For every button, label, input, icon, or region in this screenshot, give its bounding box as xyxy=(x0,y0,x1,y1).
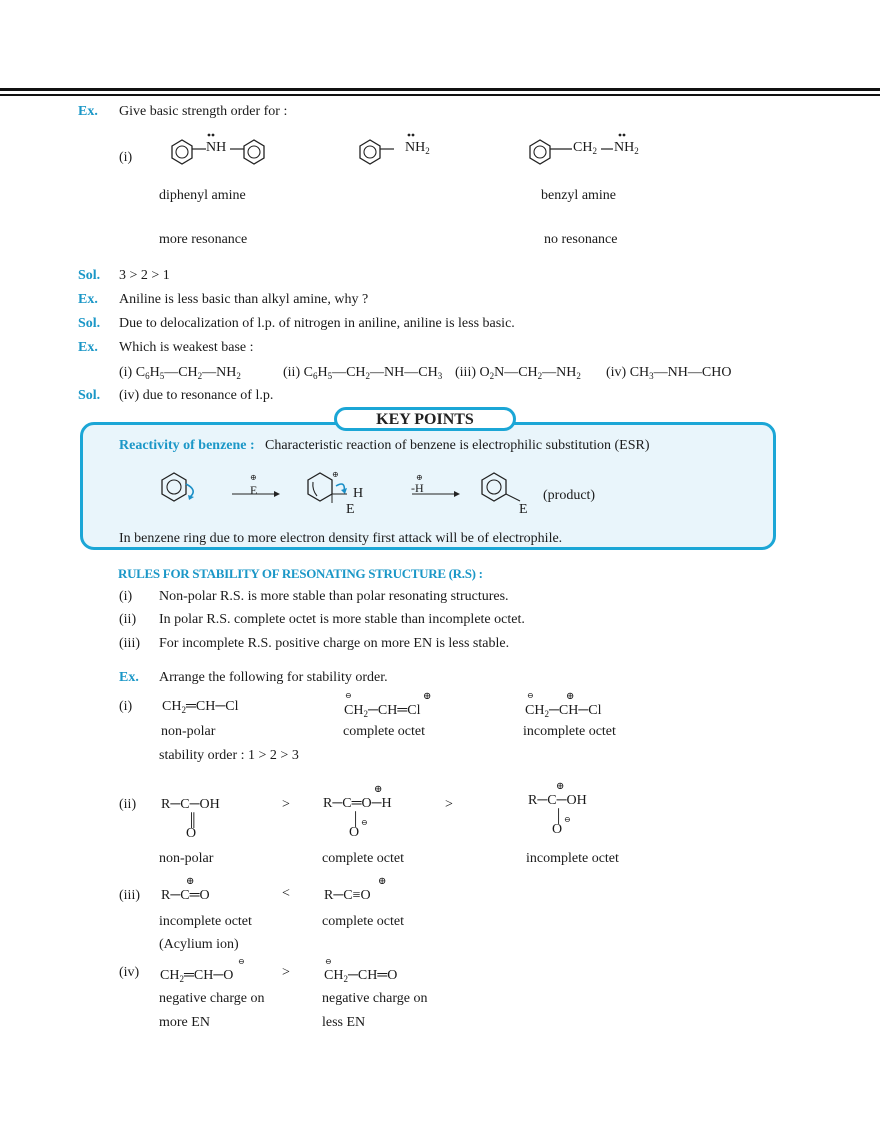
structure-ii-1: R─C─OH xyxy=(161,797,220,812)
less-than: < xyxy=(282,886,290,901)
structure-label: incomplete octet xyxy=(159,914,252,929)
structure-iv-2: $CH_2─CH═O$ xyxy=(324,968,398,984)
header-rule-thick xyxy=(0,88,880,91)
key-points-footer: In benzene ring due to more electron density first attack will be of electrophile. xyxy=(119,531,563,546)
compound-label: diphenyl amine xyxy=(159,188,246,203)
stability-order: stability order : 1 > 2 > 3 xyxy=(159,748,299,763)
base-option-1: (i) $C_6H_5—CH_2—NH_2$ xyxy=(119,365,241,381)
solution-text: 3 > 2 > 1 xyxy=(119,268,170,283)
structure-label: negative charge on xyxy=(159,991,265,1006)
cation-symbol: ⊕ xyxy=(378,876,387,887)
key-points-title: KEY POINTS xyxy=(334,407,516,431)
structure-label: incomplete octet xyxy=(523,724,616,739)
greater-than: > xyxy=(445,797,453,812)
question-text: Aniline is less basic than alkyl amine, why ? xyxy=(119,292,369,307)
structure-label: negative charge on xyxy=(322,991,428,1006)
header-rule-thin xyxy=(0,94,880,96)
question-text: Arrange the following for stability order. xyxy=(159,670,388,685)
ex-tag: Ex. xyxy=(78,292,98,307)
intermediate-h: H xyxy=(353,486,364,501)
rule-text: Non-polar R.S. is more stable than polar resonating structures. xyxy=(159,589,509,604)
ex-tag: Ex. xyxy=(78,340,98,355)
structure-ii-2: R─C═O─H xyxy=(323,796,392,811)
structure-iii-2: R─C≡O xyxy=(324,888,371,903)
structure-i-1: $CH_2═CH─Cl$ xyxy=(162,699,239,715)
svg-text:⊕: ⊕ xyxy=(416,473,423,482)
base-option-3: (iii) $O_2N—CH_2—NH_2$ xyxy=(455,365,581,381)
part-number: (iii) xyxy=(119,888,140,903)
structure-ii-1-o: O xyxy=(186,826,197,841)
base-option-2: (ii) $C_6H_5—CH_2—NH—CH_3$ xyxy=(283,365,443,381)
question-text: Give basic strength order for : xyxy=(119,104,288,119)
base-option-4: (iv) $CH_3—NH—CHO$ xyxy=(606,365,732,381)
structure-i-2: $CH_2─CH═Cl$ xyxy=(344,703,421,719)
cation-symbol: ⊕ xyxy=(556,781,565,792)
cation-symbol: ⊕ xyxy=(374,784,383,795)
greater-than: > xyxy=(282,797,290,812)
reactivity-label: Reactivity of benzene : xyxy=(119,438,255,453)
structure-ii-2-o: O xyxy=(349,825,360,840)
structure-ii-3: R─C─OH xyxy=(528,793,587,808)
benzyl-ch: CH xyxy=(573,140,593,155)
structure-label: non-polar xyxy=(159,851,214,866)
product-e: E xyxy=(519,502,528,517)
structure-label: incomplete octet xyxy=(526,851,619,866)
anion-symbol: ⊖ xyxy=(564,815,571,824)
anion-symbol: ⊖ xyxy=(527,691,534,700)
benzyl-nh: NH xyxy=(614,140,635,155)
structure-label: complete octet xyxy=(322,851,405,866)
anion-symbol: ⊖ xyxy=(345,691,352,700)
rule-number: (i) xyxy=(119,589,133,604)
greater-than: > xyxy=(282,965,290,980)
svg-text:⊕: ⊕ xyxy=(250,473,257,482)
question-text: Which is weakest base : xyxy=(119,340,254,355)
single-bond-vertical: │ xyxy=(351,811,361,826)
cation-symbol: ⊕ xyxy=(423,691,432,702)
ex-tag: Ex. xyxy=(78,104,98,119)
arrow2-label: -H xyxy=(411,481,424,495)
structure-label: more EN xyxy=(159,1015,210,1030)
part-number: (iv) xyxy=(119,965,140,980)
structure-label: complete octet xyxy=(322,914,405,929)
benzyl-sub1: 2 xyxy=(592,146,597,156)
part-number: (ii) xyxy=(119,797,137,812)
structure-label: complete octet xyxy=(343,724,426,739)
rules-heading: RULES FOR STABILITY OF RESONATING STRUCTURE (R.S) : xyxy=(118,566,483,581)
anion-symbol: ⊖ xyxy=(325,957,332,966)
reactivity-text: Characteristic reaction of benzene is electrophilic substitution (ESR) xyxy=(265,438,650,453)
structure-iii-1: R─C═O xyxy=(161,888,210,903)
cation-symbol: ⊕ xyxy=(566,691,575,702)
esr-reaction-scheme xyxy=(150,470,610,520)
cation-symbol: ⊕ xyxy=(186,876,195,887)
item-number: (i) xyxy=(119,150,133,165)
structure-ii-3-o: O xyxy=(552,822,563,837)
benzyl-sub2: 2 xyxy=(634,146,639,156)
intermediate-e: E xyxy=(346,502,355,517)
sol-tag: Sol. xyxy=(78,388,101,403)
aniline-nh2 xyxy=(405,140,430,156)
compound-label: benzyl amine xyxy=(541,188,617,203)
double-bond-vertical: ║ xyxy=(188,812,198,827)
structure-label: less EN xyxy=(322,1015,366,1030)
ex-tag: Ex. xyxy=(119,670,139,685)
sol-tag: Sol. xyxy=(78,268,101,283)
arrow1-label: E xyxy=(250,483,258,497)
aniline-nh: NH xyxy=(405,140,426,155)
aniline-sub: 2 xyxy=(425,146,430,156)
single-bond-vertical: │ xyxy=(554,808,564,823)
anion-symbol: ⊖ xyxy=(238,957,245,966)
rule-text: For incomplete R.S. positive charge on more EN is less stable. xyxy=(159,636,510,651)
compound-note: no resonance xyxy=(544,232,618,247)
rule-text: In polar R.S. complete octet is more stable than incomplete octet. xyxy=(159,612,525,627)
rule-number: (ii) xyxy=(119,612,137,627)
structure-label: non-polar xyxy=(161,724,216,739)
svg-text:⊕: ⊕ xyxy=(332,470,339,479)
sol-tag: Sol. xyxy=(78,316,101,331)
part-number: (i) xyxy=(119,699,133,714)
benzylamine-nh2 xyxy=(614,140,639,156)
solution-text: (iv) due to resonance of l.p. xyxy=(119,388,274,403)
diphenylamine-nh: NH xyxy=(206,140,227,155)
product-label: (product) xyxy=(543,488,596,503)
benzylamine-ch2 xyxy=(573,140,597,156)
anion-symbol: ⊖ xyxy=(361,818,368,827)
structure-iv-1: $CH_2═CH─O$ xyxy=(160,968,234,984)
structure-label: (Acylium ion) xyxy=(159,937,239,952)
structure-i-3: $CH_2─CH─Cl$ xyxy=(525,703,602,719)
solution-text: Due to delocalization of l.p. of nitrogen in aniline, aniline is less basic. xyxy=(119,316,515,331)
rule-number: (iii) xyxy=(119,636,140,651)
compound-note: more resonance xyxy=(159,232,248,247)
